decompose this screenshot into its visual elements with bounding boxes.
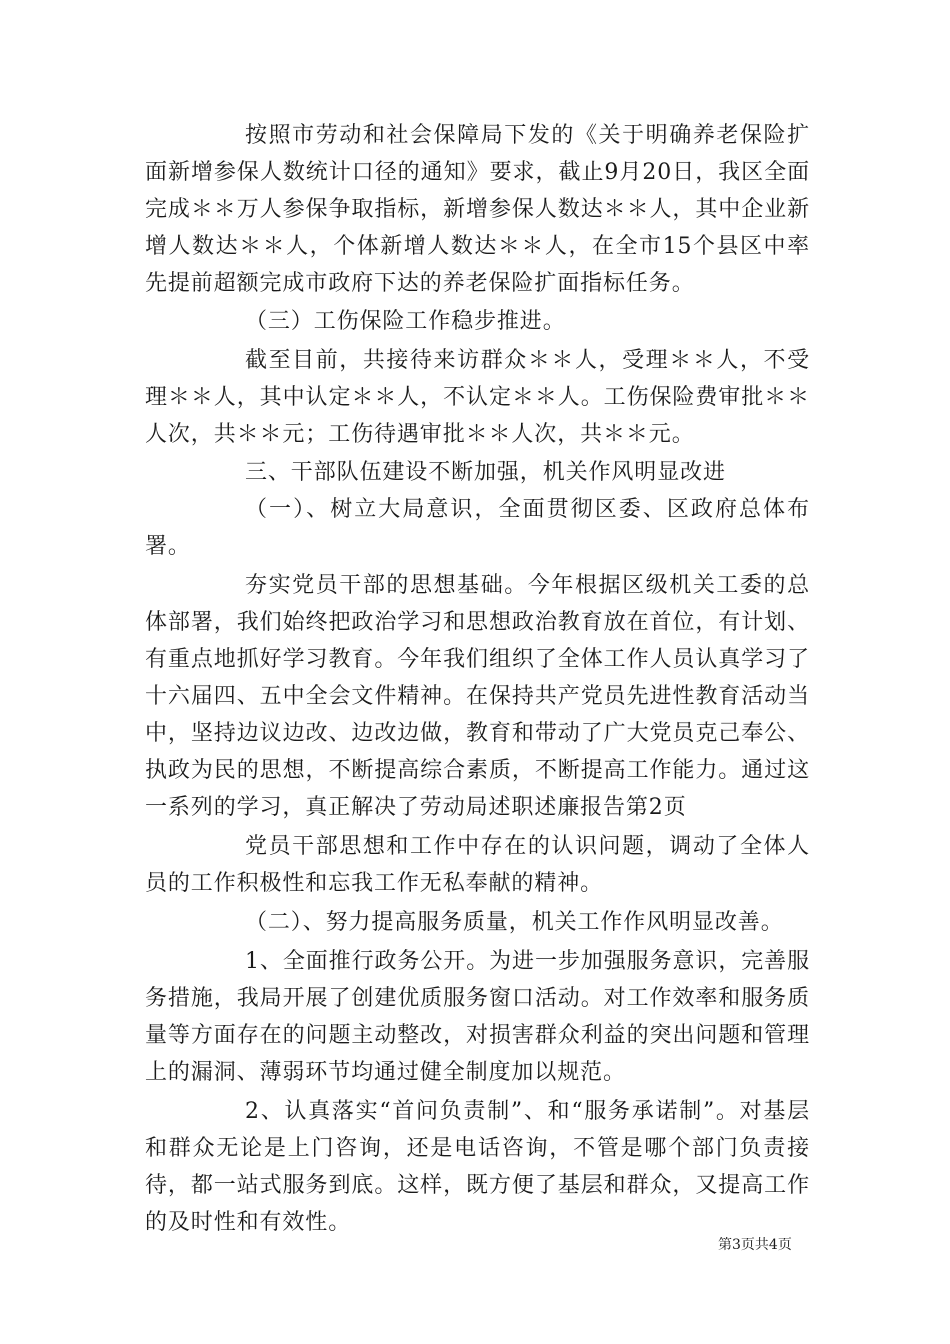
paragraph-government-transparency: 1、全面推行政务公开。为进一步加强服务意识，完善服务措施，我局开展了创建优质服务窗口活动。对工作效率和服务质量等方面存在的问题主动整改，对损害群众利益的突出问题和管理上的漏洞、薄弱环节均通过健全制度加以规范。 [145,949,810,1085]
heading-service-quality: （二）、努力提高服务质量，机关工作作风明显改善。 [245,910,784,935]
paragraph-cadre-understanding: 党员干部思想和工作中存在的认识问题，调动了全体人员的工作积极性和忘我工作无私奉献的精神。 [145,834,810,896]
document-body [145,117,810,1241]
heading-overall-awareness: （一）、树立大局意识，全面贯彻区委、区政府总体布署。 [145,497,810,559]
paragraph-work-injury-stats: 截至目前，共接待来访群众＊＊人，受理＊＊人，不受理＊＊人，其中认定＊＊人，不认定＊＊人。工伤保险费审批＊＊人次，共＊＊元；工伤待遇审批＊＊人次，共＊＊元。 [145,348,810,447]
heading-work-injury-insurance: （三）工伤保险工作稳步推进。 [245,309,566,334]
paragraph-first-inquiry-responsibility: 2、认真落实“首问负责制”、和“服务承诺制”。对基层和群众无论是上门咨询，还是电话咨询，不管是哪个部门负责接待，都一站式服务到底。这样，既方便了基层和群众，又提高工作的及时性和有效性。 [145,1099,810,1235]
paragraph-ideological-foundation: 夯实党员干部的思想基础。今年根据区级机关工委的总体部署，我们始终把政治学习和思想政治教育放在首位，有计划、有重点地抓好学习教育。今年我们组织了全体工作人员认真学习了十六届四、五中全会文件精神。在保持共产党员先进性教育活动当中，坚持边议边改、边改边做，教育和带动了广大党员克己奉公、执政为民的思想，不断提高综合素质，不断提高工作能力。通过这一系列的学习，真正解决了劳动局述职述廉报告第2页 [145,573,810,820]
page-number-footer: 第3页共4页 [718,1237,792,1253]
heading-cadre-team-building: 三、干部队伍建设不断加强，机关作风明显改进 [245,460,726,485]
paragraph-pension-expansion: 按照市劳动和社会保障局下发的《关于明确养老保险扩面新增参保人数统计口径的通知》要求，截止9月20日，我区全面完成＊＊万人参保争取指标，新增参保人数达＊＊人，其中企业新增人数达＊＊人，个体新增人数达＊＊人，在全市15个县区中率先提前超额完成市政府下达的养老保险扩面指标任务。 [145,123,810,296]
